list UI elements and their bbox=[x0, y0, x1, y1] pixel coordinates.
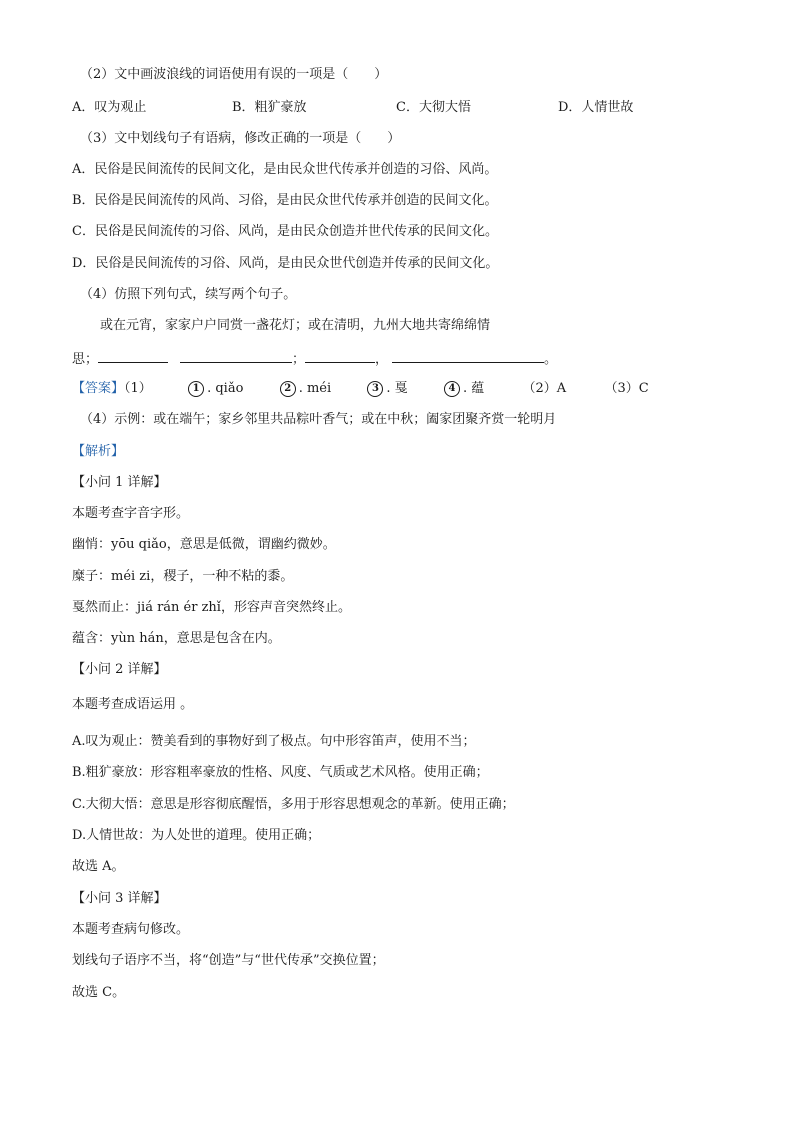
q4-fill-line bbox=[72, 349, 557, 369]
q2-stem: （2）文中画波浪线的词语使用有误的一项是（ ） bbox=[80, 67, 388, 82]
q2-option-c: C．大彻大悟 bbox=[396, 100, 471, 115]
s1-line-5: 蕴含：yùn hán，意思是包含在内。 bbox=[72, 631, 281, 646]
circled-number-2: 2 bbox=[280, 381, 296, 397]
q3-stem: （3）文中划线句子有语病，修改正确的一项是（ ） bbox=[80, 131, 401, 146]
s2-line-3: B.粗犷豪放：形容粗率豪放的性格、风度、气质或艺术风格。使用正确； bbox=[72, 765, 489, 780]
q2-option-d: D．人情世故 bbox=[558, 100, 634, 115]
q2-option-a: A．叹为观止 bbox=[72, 100, 147, 115]
s2-line-5: D.人情世故：为人处世的道理。使用正确； bbox=[72, 828, 321, 843]
circled-number-1: 1 bbox=[188, 381, 204, 397]
q3-option-b: B．民俗是民间流传的风尚、习俗，是由民众世代传承并创造的民间文化。 bbox=[72, 193, 498, 208]
q4-stem: （4）仿照下列句式，续写两个句子。 bbox=[80, 287, 297, 302]
section-1-title: 【小问 1 详解】 bbox=[72, 475, 167, 490]
circled-number-3: 3 bbox=[367, 381, 383, 397]
q4-cont: 思； bbox=[72, 352, 99, 367]
q3-option-c: C．民俗是民间流传的习俗、风尚，是由民众创造并世代传承的民间文化。 bbox=[72, 224, 498, 239]
s1-line-4: 戛然而止：jiá rán ér zhǐ，形容声音突然终止。 bbox=[72, 600, 351, 615]
s2-line-4: C.大彻大悟：意思是形容彻底醒悟，多用于形容思想观念的革新。使用正确； bbox=[72, 797, 515, 812]
circled-number-4: 4 bbox=[444, 381, 460, 397]
answer-q4: （4）示例：或在端午；家乡邻里共品粽叶香气；或在中秋；阖家团聚齐赏一轮明月 bbox=[80, 412, 557, 427]
analysis-label: 【解析】 bbox=[72, 444, 125, 459]
answer-item-3: . 戛 bbox=[386, 381, 408, 396]
blank-2[interactable] bbox=[180, 349, 292, 363]
s1-line-1: 本题考查字音字形。 bbox=[72, 506, 190, 521]
section-3-title: 【小问 3 详解】 bbox=[72, 891, 167, 906]
q3-option-d: D．民俗是民间流传的习俗、风尚，是由民众世代创造并传承的民间文化。 bbox=[72, 256, 499, 271]
answer-item-2: . méi bbox=[298, 381, 332, 396]
q4-sep1: ； bbox=[292, 352, 306, 367]
blank-3[interactable] bbox=[305, 349, 375, 363]
answer-q2: （2）A bbox=[522, 381, 567, 396]
answer-q1: （1） bbox=[124, 381, 152, 396]
q4-sep2: ， bbox=[375, 352, 389, 367]
q3-option-a: A．民俗是民间流传的民间文化，是由民众世代传承并创造的习俗、风尚。 bbox=[72, 162, 498, 177]
q4-example: 或在元宵，家家户户同赏一盏花灯；或在清明，九州大地共寄绵绵情 bbox=[100, 318, 491, 333]
blank-1[interactable] bbox=[98, 349, 168, 363]
s3-line-1: 本题考查病句修改。 bbox=[72, 922, 190, 937]
q4-end: 。 bbox=[544, 352, 558, 367]
q2-option-b: B．粗犷豪放 bbox=[232, 100, 307, 115]
answer-line bbox=[72, 380, 649, 398]
answer-label: 【答案】 bbox=[72, 381, 125, 396]
s2-line-1: 本题考查成语运用 。 bbox=[72, 697, 194, 712]
s3-line-2: 划线句子语序不当，将“创造”与“世代传承”交换位置； bbox=[72, 953, 385, 968]
s3-line-3: 故选 C。 bbox=[72, 985, 126, 1000]
answer-item-1: . qiǎo bbox=[207, 381, 244, 396]
s2-line-6: 故选 A。 bbox=[72, 859, 125, 874]
s1-line-3: 糜子：méi zi，稷子，一种不粘的黍。 bbox=[72, 569, 294, 584]
section-2-title: 【小问 2 详解】 bbox=[72, 662, 167, 677]
s1-line-2: 幽悄：yōu qiǎo，意思是低微，谓幽约微妙。 bbox=[72, 537, 336, 552]
s2-line-2: A.叹为观止：赞美看到的事物好到了极点。句中形容笛声，使用不当； bbox=[72, 734, 476, 749]
blank-4[interactable] bbox=[392, 349, 544, 363]
answer-item-4: . 蕴 bbox=[462, 381, 485, 396]
answer-q3: （3）C bbox=[604, 381, 649, 396]
